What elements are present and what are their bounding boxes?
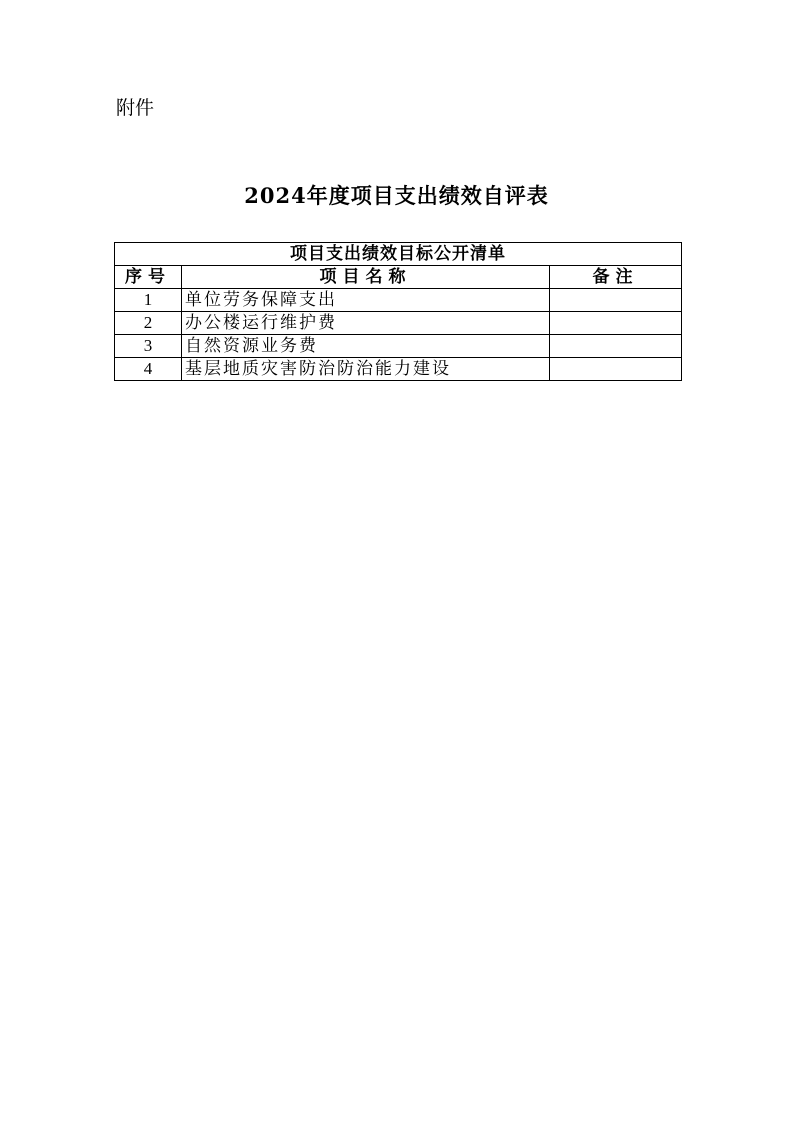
column-header-name: 项目名称 [182, 266, 550, 289]
document-title: 2024年度项目支出绩效自评表 [244, 183, 549, 208]
table-row [115, 312, 682, 335]
table-header-row [115, 266, 682, 289]
row-note [550, 289, 682, 312]
row-note [550, 335, 682, 358]
table-row [115, 335, 682, 358]
row-project-name: 办公楼运行维护费 [182, 312, 550, 335]
column-header-index: 序号 [115, 266, 182, 289]
attachment-label: 附件 [116, 97, 155, 119]
column-header-note: 备注 [550, 266, 682, 289]
row-project-name: 单位劳务保障支出 [182, 289, 550, 312]
row-index: 4 [115, 358, 182, 381]
performance-table [114, 242, 682, 381]
row-index: 1 [115, 289, 182, 312]
table-caption: 项目支出绩效目标公开清单 [115, 243, 682, 266]
row-index: 2 [115, 312, 182, 335]
row-note [550, 358, 682, 381]
row-note [550, 312, 682, 335]
table-row [115, 289, 682, 312]
table-row [115, 358, 682, 381]
table-caption-row [115, 243, 682, 266]
row-project-name: 自然资源业务费 [182, 335, 550, 358]
row-project-name: 基层地质灾害防治防治能力建设 [182, 358, 550, 381]
row-index: 3 [115, 335, 182, 358]
